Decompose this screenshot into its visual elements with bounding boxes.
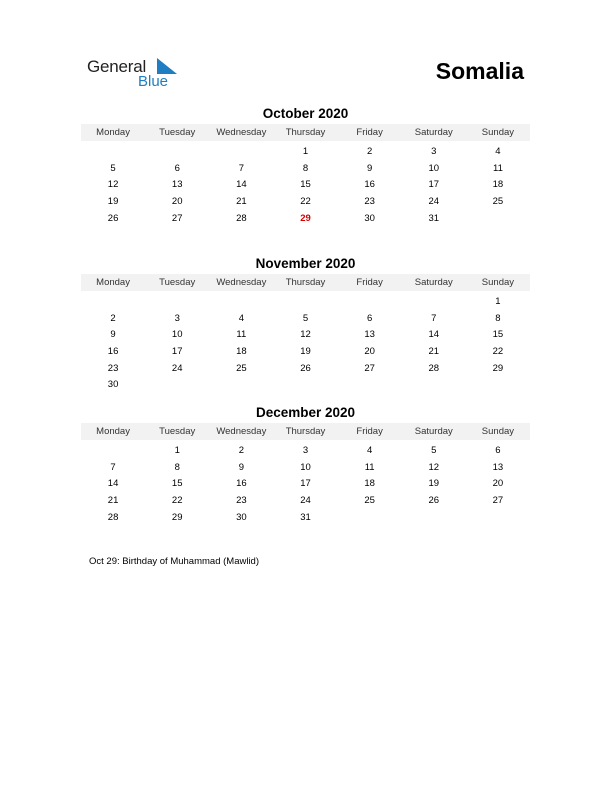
month-october-2020: [81, 106, 530, 226]
calendar-grid: [81, 274, 530, 393]
day-cell: 27: [364, 362, 375, 374]
empty-day-cell: [466, 509, 530, 526]
weekday-header: Wednesday: [209, 124, 273, 141]
day-cell: 4: [366, 444, 373, 456]
day-cell: 9: [110, 329, 116, 341]
day-cell: 15: [492, 329, 504, 341]
day-cell: 18: [236, 345, 247, 357]
weekday-header: Wednesday: [209, 274, 273, 291]
day-cell: 16: [107, 345, 119, 357]
day-cell: 20: [492, 478, 504, 490]
weekday-header: Saturday: [402, 124, 466, 141]
day-cell: 26: [428, 494, 440, 506]
day-cell: 14: [236, 179, 247, 191]
weekday-header: Thursday: [273, 274, 337, 291]
day-cell: 23: [236, 494, 247, 506]
day-cell: 22: [300, 195, 311, 207]
day-cell: 3: [302, 444, 309, 456]
day-cell: 11: [492, 162, 503, 174]
month-title: December 2020: [255, 405, 356, 420]
empty-day-cell: [466, 376, 530, 393]
weekday-header: Sunday: [466, 274, 530, 291]
day-cell: 8: [495, 312, 501, 324]
empty-day-cell: [145, 376, 209, 393]
day-cell: 1: [495, 295, 501, 307]
week-row: [81, 141, 530, 160]
holiday-notes: Oct 29: Birthday of Muhammad (Mawlid): [89, 556, 260, 567]
day-cell: 20: [171, 195, 183, 207]
day-cell: 4: [238, 312, 244, 324]
day-cell: 30: [236, 511, 247, 523]
day-cell: 12: [300, 329, 311, 341]
day-cell: 8: [174, 461, 180, 473]
week-row: [81, 160, 530, 177]
calendar-grid: [81, 124, 530, 226]
day-cell: 16: [364, 179, 375, 191]
empty-day-cell: [402, 376, 466, 393]
day-cell: 29: [492, 362, 504, 374]
week-row: [81, 210, 530, 227]
day-cell: 29: [171, 511, 183, 523]
day-cell: 30: [364, 212, 375, 224]
day-cell: 27: [171, 212, 183, 224]
day-cell: 23: [107, 362, 119, 374]
empty-day-cell: [273, 376, 337, 393]
week-row: [81, 343, 530, 360]
logo: [87, 57, 187, 91]
day-cell: 9: [366, 162, 373, 174]
day-cell: 18: [492, 179, 504, 191]
empty-day-cell: [338, 376, 402, 393]
week-row: [81, 291, 530, 310]
weekday-header: Saturday: [402, 274, 466, 291]
day-cell: 14: [428, 329, 440, 341]
day-cell: 27: [492, 494, 504, 506]
day-cell: 13: [492, 461, 504, 473]
calendar-grid: [81, 423, 530, 525]
day-cell: 3: [174, 312, 180, 324]
day-cell: 10: [428, 162, 440, 174]
holiday-day-cell: 29: [300, 212, 311, 224]
day-cell: 3: [431, 145, 437, 157]
day-cell: 10: [300, 461, 311, 473]
day-cell: 5: [431, 444, 437, 456]
empty-day-cell: [338, 291, 402, 310]
day-cell: 6: [495, 444, 501, 456]
logo-general-text: General: [87, 57, 147, 76]
weekday-header: Friday: [338, 274, 402, 291]
day-cell: 31: [428, 212, 440, 224]
weekday-header: Saturday: [402, 423, 466, 440]
logo-blue-text: Blue: [138, 73, 169, 90]
day-cell: 19: [300, 345, 311, 357]
weekday-header: Sunday: [466, 423, 530, 440]
week-row: [81, 193, 530, 210]
day-cell: 9: [238, 461, 244, 473]
day-cell: 2: [110, 312, 116, 324]
month-december-2020: [81, 405, 530, 525]
empty-day-cell: [209, 141, 273, 160]
day-cell: 21: [428, 345, 440, 357]
day-cell: 17: [300, 478, 311, 490]
day-cell: 25: [492, 195, 504, 207]
day-cell: 8: [302, 162, 309, 174]
empty-day-cell: [209, 291, 273, 310]
day-cell: 14: [107, 478, 119, 490]
empty-day-cell: [466, 210, 530, 227]
weekday-header: Wednesday: [209, 423, 273, 440]
day-cell: 16: [236, 478, 247, 490]
day-cell: 24: [300, 494, 311, 506]
month-title: November 2020: [255, 256, 356, 271]
month-title: October 2020: [262, 106, 349, 121]
day-cell: 31: [300, 511, 311, 523]
week-row: [81, 509, 530, 526]
day-cell: 10: [171, 329, 183, 341]
empty-day-cell: [273, 291, 337, 310]
day-cell: 15: [300, 179, 311, 191]
day-cell: 26: [107, 212, 119, 224]
day-cell: 26: [300, 362, 311, 374]
week-row: [81, 459, 530, 476]
day-cell: 24: [171, 362, 183, 374]
day-cell: 30: [107, 379, 119, 391]
empty-day-cell: [402, 509, 466, 526]
day-cell: 17: [428, 179, 440, 191]
week-row: [81, 360, 530, 377]
weekday-header: Tuesday: [145, 124, 209, 141]
week-row: [81, 176, 530, 193]
weekday-header: Friday: [338, 423, 402, 440]
week-row: [81, 326, 530, 343]
day-cell: 19: [428, 478, 440, 490]
empty-day-cell: [81, 141, 145, 160]
day-cell: 24: [428, 195, 440, 207]
country-title: Somalia: [435, 58, 524, 84]
day-cell: 25: [364, 494, 375, 506]
day-cell: 28: [107, 511, 119, 523]
day-cell: 12: [428, 461, 440, 473]
weekday-header-row: [81, 124, 530, 141]
week-row: [81, 310, 530, 327]
weekday-header: Thursday: [273, 124, 337, 141]
day-cell: 22: [171, 494, 183, 506]
logo-triangle-icon: [157, 58, 177, 74]
empty-day-cell: [338, 509, 402, 526]
day-cell: 13: [171, 179, 183, 191]
weekday-header-row: [81, 423, 530, 440]
day-cell: 15: [171, 478, 183, 490]
empty-day-cell: [145, 141, 209, 160]
day-cell: 7: [110, 461, 116, 473]
day-cell: 7: [238, 162, 244, 174]
day-cell: 1: [302, 145, 309, 157]
weekday-header: Monday: [81, 423, 145, 440]
day-cell: 11: [364, 461, 375, 473]
day-cell: 5: [110, 162, 116, 174]
empty-day-cell: [209, 376, 273, 393]
weekday-header: Monday: [81, 274, 145, 291]
day-cell: 6: [366, 312, 373, 324]
day-cell: 11: [236, 329, 247, 341]
day-cell: 19: [107, 195, 119, 207]
weekday-header: Tuesday: [145, 274, 209, 291]
day-cell: 28: [428, 362, 440, 374]
weekday-header: Tuesday: [145, 423, 209, 440]
weekday-header: Thursday: [273, 423, 337, 440]
day-cell: 28: [236, 212, 247, 224]
empty-day-cell: [81, 291, 145, 310]
empty-day-cell: [402, 291, 466, 310]
day-cell: 13: [364, 329, 375, 341]
day-cell: 7: [431, 312, 437, 324]
day-cell: 21: [107, 494, 119, 506]
week-row: [81, 376, 530, 393]
weekday-header: Sunday: [466, 124, 530, 141]
weekday-header: Friday: [338, 124, 402, 141]
day-cell: 6: [174, 162, 180, 174]
day-cell: 23: [364, 195, 375, 207]
week-row: [81, 440, 530, 459]
empty-day-cell: [145, 291, 209, 310]
month-november-2020: [81, 256, 530, 393]
day-cell: 2: [238, 444, 244, 456]
empty-day-cell: [81, 440, 145, 459]
day-cell: 20: [364, 345, 375, 357]
day-cell: 21: [236, 195, 247, 207]
day-cell: 22: [492, 345, 504, 357]
week-row: [81, 475, 530, 492]
day-cell: 1: [174, 444, 180, 456]
day-cell: 4: [495, 145, 501, 157]
weekday-header: Monday: [81, 124, 145, 141]
day-cell: 18: [364, 478, 375, 490]
day-cell: 17: [171, 345, 183, 357]
weekday-header-row: [81, 274, 530, 291]
day-cell: 5: [302, 312, 309, 324]
day-cell: 12: [107, 179, 119, 191]
day-cell: 2: [366, 145, 373, 157]
week-row: [81, 492, 530, 509]
day-cell: 25: [236, 362, 247, 374]
